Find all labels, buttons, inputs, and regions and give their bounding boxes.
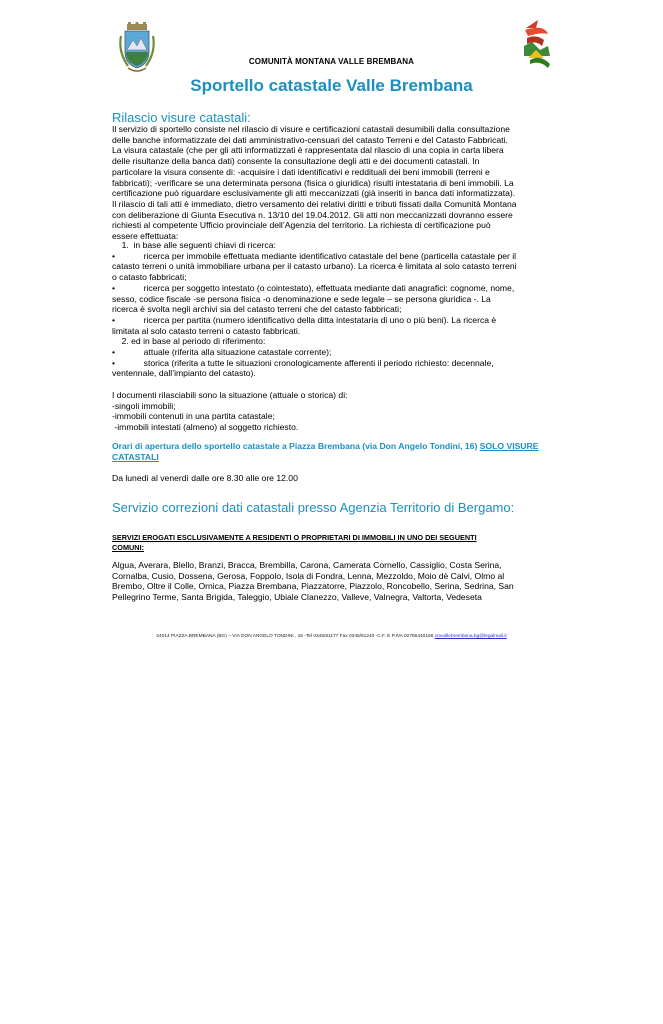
- organization-name: COMUNITÀ MONTANA VALLE BREMBANA: [248, 57, 415, 66]
- search-criteria-list: 1. in base alle seguenti chiavi di ricerca: • ricerca per immobile effettuata mediante identificativo catastale del bene (particella catastale per il catasto terreni o unità immobiliare urbana per il catasto urbano). La ricerca è limitata al solo catasto terreni o catasto fabbricati; • ricerca per soggetto intestato (o cointestato), effettuata mediante dati anagrafici: cognome, nome, sesso, codice fiscale -se persona fisica -o denominazione e sede legale – se persona giuridica -. La ricerca è svolta negli archivi sia del catasto terreni che del catasto fabbricati; • ricerca per partita (numero identificativo della ditta intestataria di uno o più beni). La ricerca è limitata al solo catasto terreni o catasto fabbricati. 2. ed in base al periodo di riferimento: • attuale (riferita alla situazione catastale corrente); • storica (riferita a tutte le situazioni cronologicamente afferenti il periodo richiesto: decennale, ventennale, dall’impianto del catasto).: [112, 240, 517, 379]
- coat-of-arms-icon: [118, 22, 156, 74]
- visure-catastali-link[interactable]: SOLO VISURE CATASTALI: [112, 441, 539, 462]
- municipalities-list: Algua, Averara, Blello, Branzi, Bracca, Brembilla, Carona, Camerata Cornello, Cassiglio, Costa Serina, Cornalba, Cusio, Dossena, Gerosa, Foppolo, Isola di Fondra, Lenna, Mezzoldo, Moio dè Calvi, Olmo al Brembo, Oltre il Colle, Ornica, Piazza Brembana, Piazzatorre, Piazzolo, Roncobello, Serina, Sedrina, San Pellegrino Terme, Santa Brigida, Taleggio, Ubiale Clanezzo, Valleve, Valnegra, Valtorta, Vedeseta: [112, 560, 514, 603]
- footer: [0, 634, 663, 639]
- page-title: Sportello catastale Valle Brembana: [190, 76, 473, 95]
- opening-hours-heading-text: Orari di apertura dello sportello catastale a Piazza Brembana (via Don Angelo Tondini, 16): [112, 441, 480, 451]
- section-title-correzioni: Servizio correzioni dati catastali presso Agenzia Territorio di Bergamo:: [112, 500, 515, 515]
- service-description: Il servizio di sportello consiste nel rilascio di visure e certificazioni catastali desumibili dalla consultazione delle banche informatizzate dei dati amministrativo-censuari del catasto Terreni e del Catasto Fabbricati. La visura catastale (che per gli atti informatizzati è rappresentata dal rilascio di una copia in carta libera delle risultanze della banca dati) consente la consultazione degli atti e dei documenti catastali. In particolare la visura consente di: -acquisire i dati identificativi e reddituali dei beni immobili (terreni e fabbricati); -verificare se una determinata persona (fisica o giuridica) risulti intestataria di beni immobili. La certificazione può riguardare esclusivamente gli atti meccanizzati (già inseriti in banca dati informatizzata). Il rilascio di tali atti è immediato, dietro versamento dei relativi diritti e tributi fissati dalla Comunità Montana con deliberazione di Giunta Esecutiva n. 13/10 del 19.04.2012. Gli atti non meccanizzati dovranno essere richiesti al competente Ufficio provinciale dell’Agenzia del territorio. La richiesta di certificazione può essere effettuata:: [112, 124, 517, 242]
- footer-address: 24014 PIAZZA BREMBANA (BG) – VIA DON ANGELO TONDINI , 16 -Tel 0345/81177 Fax 0345/81240 -C.F. E P.IVA 02756440166: [156, 634, 435, 639]
- opening-hours-text: Da lunedì al venerdì dalle ore 8.30 alle ore 12.00: [112, 473, 298, 483]
- documents-list: I documenti rilasciabili sono la situazione (attuale o storica) di: -singoli immobili; -immobili contenuti in una partita catastale; -immobili intestati (almeno) al soggetto richiesto.: [112, 390, 348, 433]
- section-title-visure: Rilascio visure catastali:: [112, 110, 251, 125]
- footer-email-link[interactable]: cmvallebrembana.bg@legalmail.it: [434, 634, 507, 639]
- opening-hours-heading: [112, 441, 552, 462]
- services-heading: SERVIZI EROGATI ESCLUSIVAMENTE A RESIDENTI O PROPRIETARI DI IMMOBILI IN UNO DEI SEGUENTI COMUNI:: [112, 533, 477, 552]
